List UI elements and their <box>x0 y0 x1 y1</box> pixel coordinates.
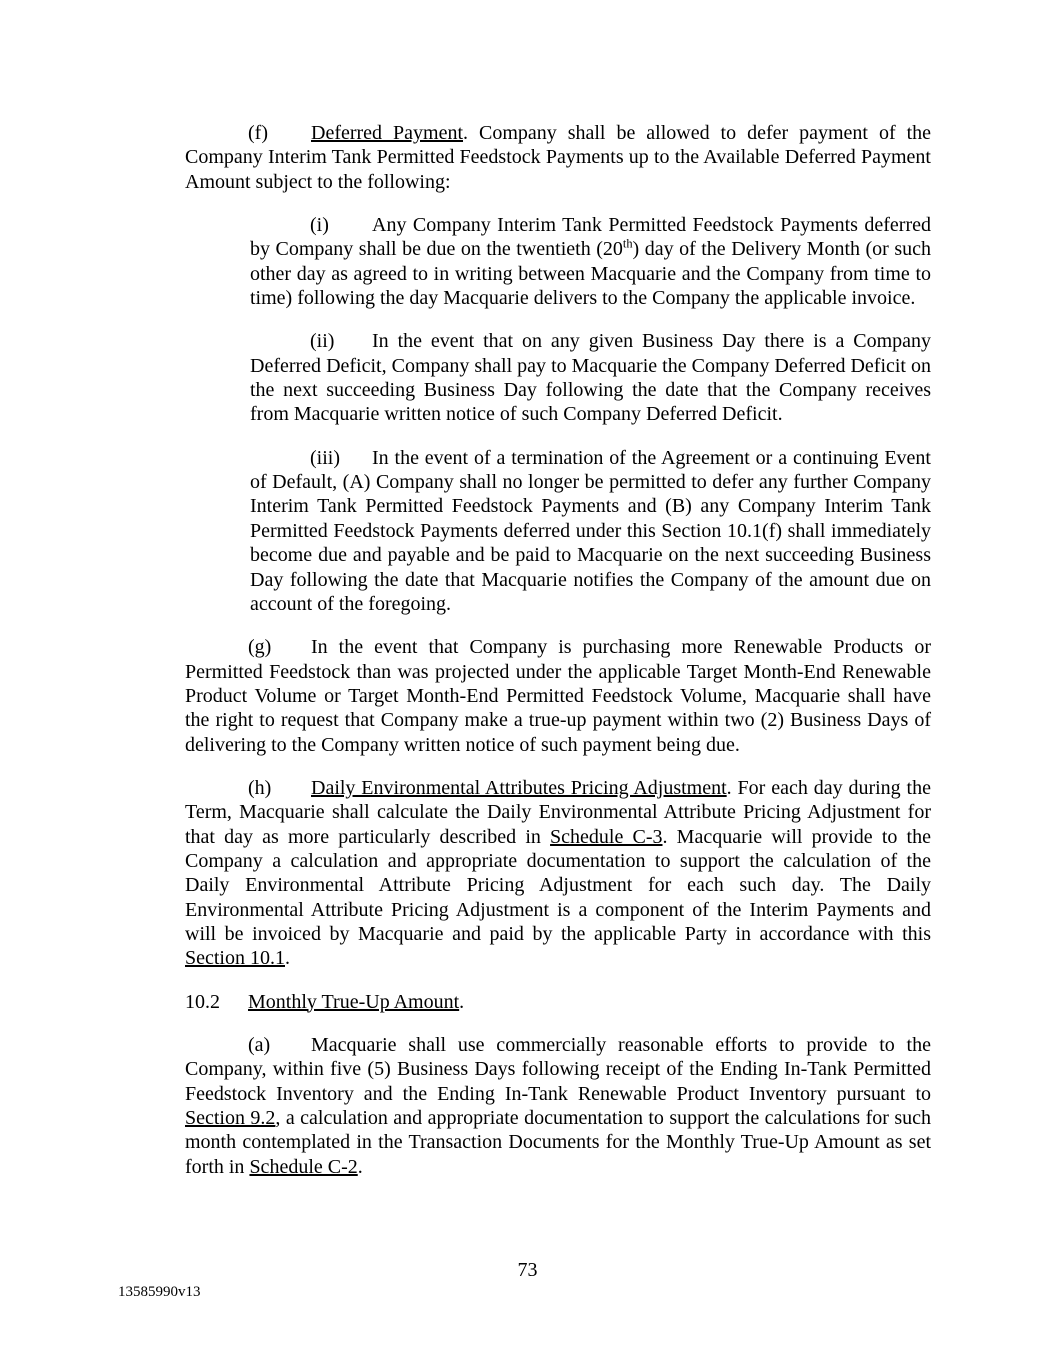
page-number: 73 <box>517 1259 538 1281</box>
section-10-2-title: Monthly True-Up Amount. <box>248 990 465 1013</box>
paragraph-h-text: Daily Environmental Attributes Pricing Adjustment. For each day during the Term, Macquarie shall calculate the Daily Environmental Attribute Pricing Adjustment for that day as more particularly described in Schedule C-3. Macquarie will provide to the Company a calculation and appropriate documentation to support the calculation of the Daily Environmental Attribute Pricing Adjustment for each such day. The Daily Environmental Attribute Pricing Adjustment is a component of the Interim Payments and will be invoiced by Macquarie and paid by the applicable Party in accordance with this Section 10.1. <box>185 776 931 970</box>
paragraph-h-label: (h) <box>248 776 272 799</box>
document-id: 13585990v13 <box>118 1284 201 1300</box>
document-body <box>185 121 931 1198</box>
paragraph-f-iii-label: (iii) <box>310 446 340 469</box>
paragraph-f-label: (f) <box>248 122 268 144</box>
paragraph-f-i-label: (i) <box>310 214 329 237</box>
paragraph-f-i <box>250 213 931 310</box>
paragraph-f-text: Deferred Payment. Company shall be allowed to defer payment of the Company Interim Tank Permitted Feedstock Payments up to the Available Deferred Payment Amount subject to the following: <box>185 122 932 193</box>
paragraph-g-label: (g) <box>248 636 272 659</box>
paragraph-f-i-text: Any Company Interim Tank Permitted Feedstock Payments deferred by Company shall be due on the twentieth (20th) day of the Delivery Month (or such other day as agreed to in writing between Macquarie and the Company from time to time) following the day Macquarie delivers to the Company the applicable invoice. <box>250 214 932 310</box>
section-10-2-number: 10.2 <box>185 990 220 1013</box>
paragraph-f-ii <box>250 329 931 426</box>
section-10-2-heading <box>185 990 931 1014</box>
paragraph-f-iii <box>250 446 931 616</box>
paragraph-f <box>185 121 931 194</box>
paragraph-h <box>185 776 931 971</box>
paragraph-10-2-a-text: Macquarie shall use commercially reasonable efforts to provide to the Company, within five (5) Business Days following receipt of the Ending In-Tank Permitted Feedstock Inventory and the Ending In-Tank Renewable Product Inventory pursuant to Section 9.2, a calculation and appropriate documentation to support the calculations for such month contemplated in the Transaction Documents for the Monthly True-Up Amount as set forth in Schedule C-2. <box>185 1034 931 1178</box>
paragraph-10-2-a-label: (a) <box>248 1034 271 1056</box>
paragraph-10-2-a <box>185 1033 931 1179</box>
paragraph-f-ii-text: In the event that on any given Business Day there is a Company Deferred Deficit, Company shall pay to Macquarie the Company Deferred Deficit on the next succeeding Business Day following the date that the Company receives from Macquarie written notice of such Company Deferred Deficit. <box>250 330 931 426</box>
paragraph-g-text: In the event that Company is purchasing more Renewable Products or Permitted Feedstock than was projected under the applicable Target Month-End Renewable Product Volume or Target Month-End Permitted Feedstock Volume, Macquarie shall have the right to request that Company make a true-up payment within two (2) Business Days of delivering to the Company written notice of such payment being due. <box>185 636 931 756</box>
paragraph-f-ii-label: (ii) <box>310 330 335 353</box>
paragraph-f-iii-text: In the event of a termination of the Agreement or a continuing Event of Default, (A) Company shall no longer be permitted to defer any further Company Interim Tank Permitted Feedstock Payments and (B) any Company Interim Tank Permitted Feedstock Payments deferred under this Section 10.1(f) shall immediately become due and payable and be paid to Macquarie on the next succeeding Business Day following the date that Macquarie notifies the Company of the amount due on account of the foregoing. <box>250 446 931 615</box>
paragraph-g <box>185 635 931 757</box>
